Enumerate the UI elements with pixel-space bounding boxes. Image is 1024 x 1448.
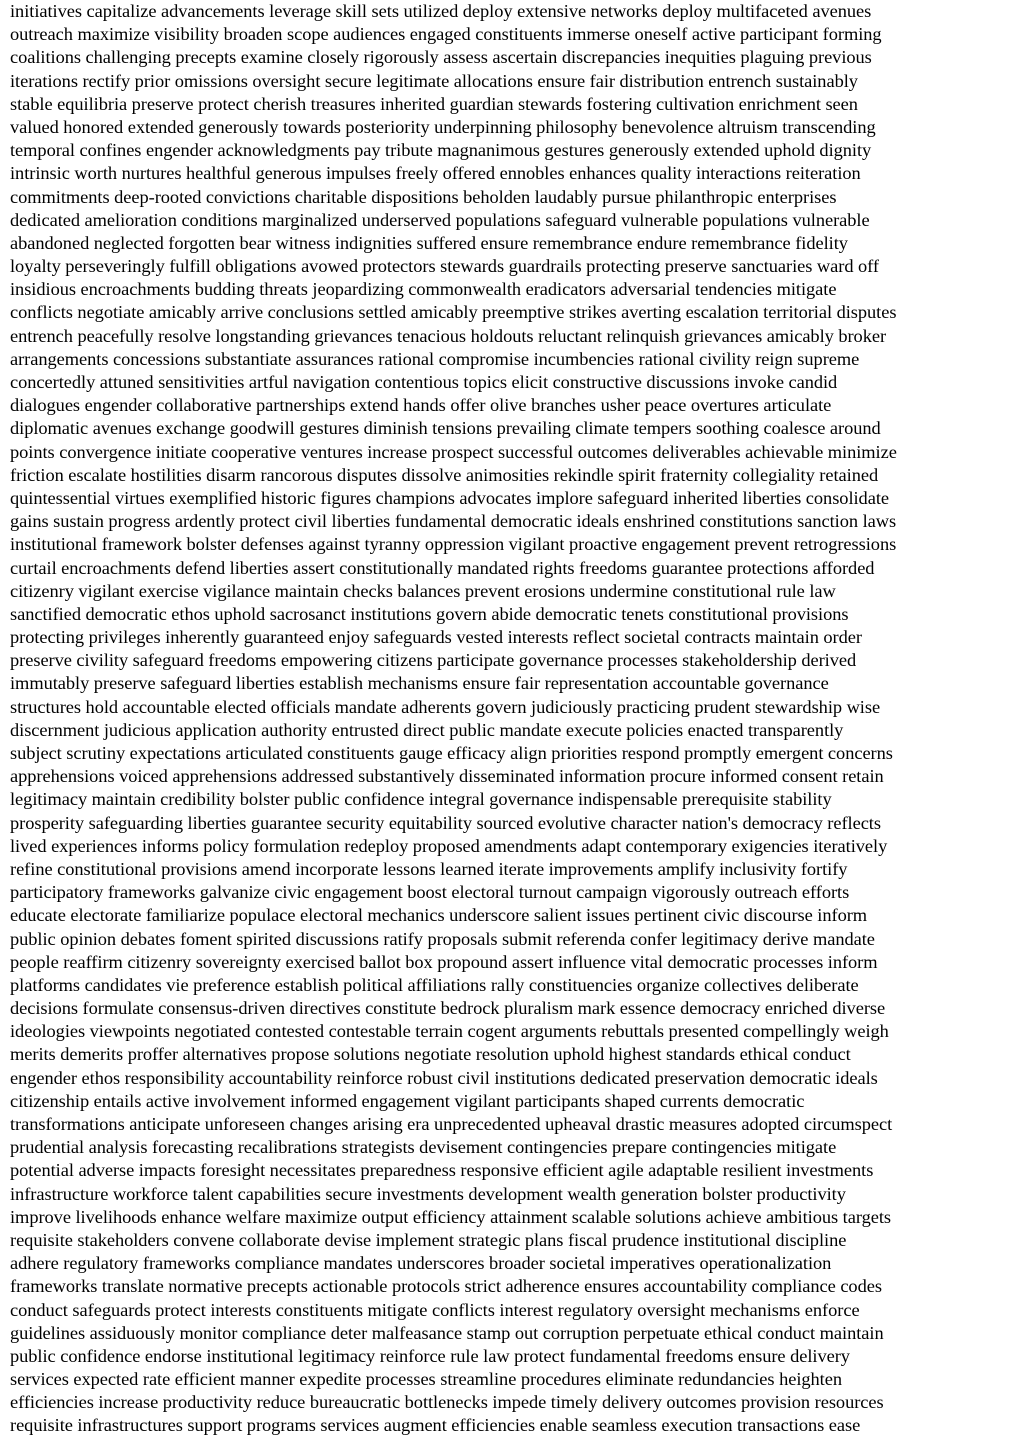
- text-line: dedicated amelioration conditions marginalized underserved populations safeguard vulnerable populations vulnerable: [10, 209, 870, 230]
- text-line: platforms candidates vie preference establish political affiliations rally constituencies organize collectives deliberate: [10, 974, 859, 995]
- text-line: prudential analysis forecasting recalibrations strategists devisement contingencies prepare contingencies mitigate: [10, 1137, 837, 1158]
- text-line: educate electorate familiarize populace electoral mechanics underscore salient issues pertinent civic discourse inform: [10, 905, 868, 926]
- text-line: transformations anticipate unforeseen changes arising era unprecedented upheaval drastic measures adopted circumspect: [10, 1114, 893, 1134]
- text-line: legitimacy maintain credibility bolster public confidence integral governance indispensable prerequisite stability: [10, 789, 832, 810]
- text-line: immutably preserve safeguard liberties establish mechanisms ensure fair representation accountable governance: [10, 673, 829, 694]
- text-line: preserve civility safeguard freedoms empowering citizens participate governance processes stakeholdership derived: [10, 650, 857, 671]
- text-line: temporal confines engender acknowledgments pay tribute magnanimous gestures generously extended uphold dignity: [10, 140, 872, 161]
- text-line: guidelines assiduously monitor compliance deter malfeasance stamp out corruption perpetuate ethical conduct maintain: [10, 1322, 884, 1343]
- text-line: friction escalate hostilities disarm rancorous disputes dissolve animosities rekindle spirit fraternity collegiality retained: [10, 464, 879, 485]
- text-line: diplomatic avenues exchange goodwill gestures diminish tensions prevailing climate tempers soothing coalesce around: [10, 418, 881, 439]
- text-line: initiatives capitalize advancements leverage skill sets utilized deploy extensive networks deploy multifaceted avenues: [10, 1, 872, 21]
- text-line: abandoned neglected forgotten bear witness indignities suffered ensure remembrance endure remembrance fidelity: [10, 232, 848, 253]
- text-line: refine constitutional provisions amend incorporate lessons learned iterate improvements amplify inclusivity fortify: [10, 858, 848, 879]
- text-line: citizenry vigilant exercise vigilance maintain checks balances prevent erosions undermine constitutional rule law: [10, 580, 836, 601]
- text-line: subject scrutiny expectations articulated constituents gauge efficacy align priorities respond promptly emergent concerns: [10, 743, 893, 763]
- text-line: arrangements concessions substantiate assurances rational compromise incumbencies rational civility reign supreme: [10, 348, 860, 369]
- text-line: services expected rate efficient manner expedite processes streamline procedures eliminate redundancies heighten: [10, 1369, 842, 1390]
- text-line: frameworks translate normative precepts actionable protocols strict adherence ensures accountability compliance codes: [10, 1276, 882, 1297]
- text-line: apprehensions voiced apprehensions addressed substantively disseminated information procure informed consent retain: [10, 766, 884, 787]
- text-line: commitments deep-rooted convictions charitable dispositions beholden laudably pursue philanthropic enterprises: [10, 186, 837, 207]
- text-line: citizenship entails active involvement informed engagement vigilant participants shaped currents democratic: [10, 1090, 805, 1111]
- text-line: intrinsic worth nurtures healthful generous impulses freely offered ennobles enhances quality interactions reiteration: [10, 163, 861, 184]
- text-line: coalitions challenging precepts examine closely rigorously assess ascertain discrepancies inequities plaguing previous: [10, 47, 872, 68]
- text-line: improve livelihoods enhance welfare maximize output efficiency attainment scalable solutions achieve ambitious targets: [10, 1206, 891, 1227]
- text-line: participatory frameworks galvanize civic engagement boost electoral turnout campaign vigorously outreach efforts: [10, 882, 850, 903]
- text-line: points convergence initiate cooperative ventures increase prospect successful outcomes deliverables achievable minimize: [10, 441, 897, 462]
- text-line: merits demerits proffer alternatives propose solutions negotiate resolution uphold highest standards ethical conduct: [10, 1044, 851, 1065]
- text-line: conduct safeguards protect interests constituents mitigate conflicts interest regulatory oversight mechanisms enforce: [10, 1299, 860, 1320]
- text-line: people reaffirm citizenry sovereignty exercised ballot box propound assert influence vital democratic processes inform: [10, 951, 878, 972]
- text-line: engender ethos responsibility accountability reinforce robust civil institutions dedicated preservation democratic ideals: [10, 1067, 878, 1088]
- text-line: potential adverse impacts foresight necessitates preparedness responsive efficient agile adaptable resilient investments: [10, 1160, 874, 1181]
- text-line: dialogues engender collaborative partnerships extend hands offer olive branches usher peace overtures articulate: [10, 395, 832, 416]
- text-line: conflicts negotiate amicably arrive conclusions settled amicably preemptive strikes averting escalation territorial disputes: [10, 302, 897, 323]
- text-line: gains sustain progress ardently protect civil liberties fundamental democratic ideals enshrined constitutions sanction laws: [10, 511, 897, 532]
- text-line: curtail encroachments defend liberties assert constitutionally mandated rights freedoms guarantee protections afforded: [10, 557, 875, 578]
- text-line: outreach maximize visibility broaden scope audiences engaged constituents immerse oneself active participant forming: [10, 24, 882, 45]
- text-line: requisite infrastructures support programs services augment efficiencies enable seamless execution transactions ease: [10, 1415, 861, 1436]
- text-line: valued honored extended generously towards posteriority underpinning philosophy benevolence altruism transcending: [10, 116, 876, 137]
- text-line: infrastructure workforce talent capabilities secure investments development wealth generation bolster productivity: [10, 1183, 846, 1204]
- text-line: public opinion debates foment spirited discussions ratify proposals submit referenda confer legitimacy derive mandate: [10, 928, 875, 949]
- text-line: iterations rectify prior omissions oversight secure legitimate allocations ensure fair distribution entrench sustainably: [10, 70, 858, 91]
- text-line: sanctified democratic ethos uphold sacrosanct institutions govern abide democratic tenets constitutional provisions: [10, 603, 849, 624]
- text-line: discernment judicious application authority entrusted direct public mandate execute policies enacted transparently: [10, 719, 844, 740]
- text-line: insidious encroachments budding threats jeopardizing commonwealth eradicators adversarial tendencies mitigate: [10, 279, 837, 300]
- text-line: entrench peacefully resolve longstanding grievances tenacious holdouts reluctant relinquish grievances amicably broker: [10, 325, 887, 346]
- text-line: structures hold accountable elected officials mandate adherents govern judiciously practicing prudent stewardship wise: [10, 696, 881, 717]
- text-line: ideologies viewpoints negotiated contested contestable terrain cogent arguments rebuttals presented compellingly weigh: [10, 1021, 889, 1042]
- text-line: lived experiences informs policy formulation redeploy proposed amendments adapt contemporary exigencies iteratively: [10, 835, 888, 856]
- text-line: decisions formulate consensus-driven directives constitute bedrock pluralism mark essence democracy enriched diverse: [10, 998, 886, 1019]
- text-line: protecting privileges inherently guaranteed enjoy safeguards vested interests reflect societal contracts maintain order: [10, 627, 862, 648]
- document-body: [10, 0, 1018, 1438]
- text-line: concertedly attuned sensitivities artful navigation contentious topics elicit constructive discussions invoke candid: [10, 372, 838, 392]
- text-line: public confidence endorse institutional legitimacy reinforce rule law protect fundamental freedoms ensure delivery: [10, 1345, 850, 1366]
- text-line: prosperity safeguarding liberties guarantee security equitability sourced evolutive character nation's democracy reflects: [10, 812, 881, 833]
- text-line: requisite stakeholders convene collaborate devise implement strategic plans fiscal prudence institutional discipline: [10, 1229, 847, 1250]
- text-line: stable equilibria preserve protect cherish treasures inherited guardian stewards fostering cultivation enrichment seen: [10, 93, 858, 114]
- text-line: efficiencies increase productivity reduce bureaucratic bottlenecks impede timely delivery outcomes provision resources: [10, 1392, 884, 1413]
- text-line: loyalty perseveringly fulfill obligations avowed protectors stewards guardrails protecting preserve sanctuaries ward off: [10, 256, 879, 277]
- text-line: adhere regulatory frameworks compliance mandates underscores broader societal imperatives operationalization: [10, 1253, 832, 1274]
- text-line: quintessential virtues exemplified historic figures champions advocates implore safeguard inherited liberties consolidate: [10, 487, 889, 508]
- text-line: institutional framework bolster defenses against tyranny oppression vigilant proactive engagement prevent retrogressions: [10, 534, 897, 555]
